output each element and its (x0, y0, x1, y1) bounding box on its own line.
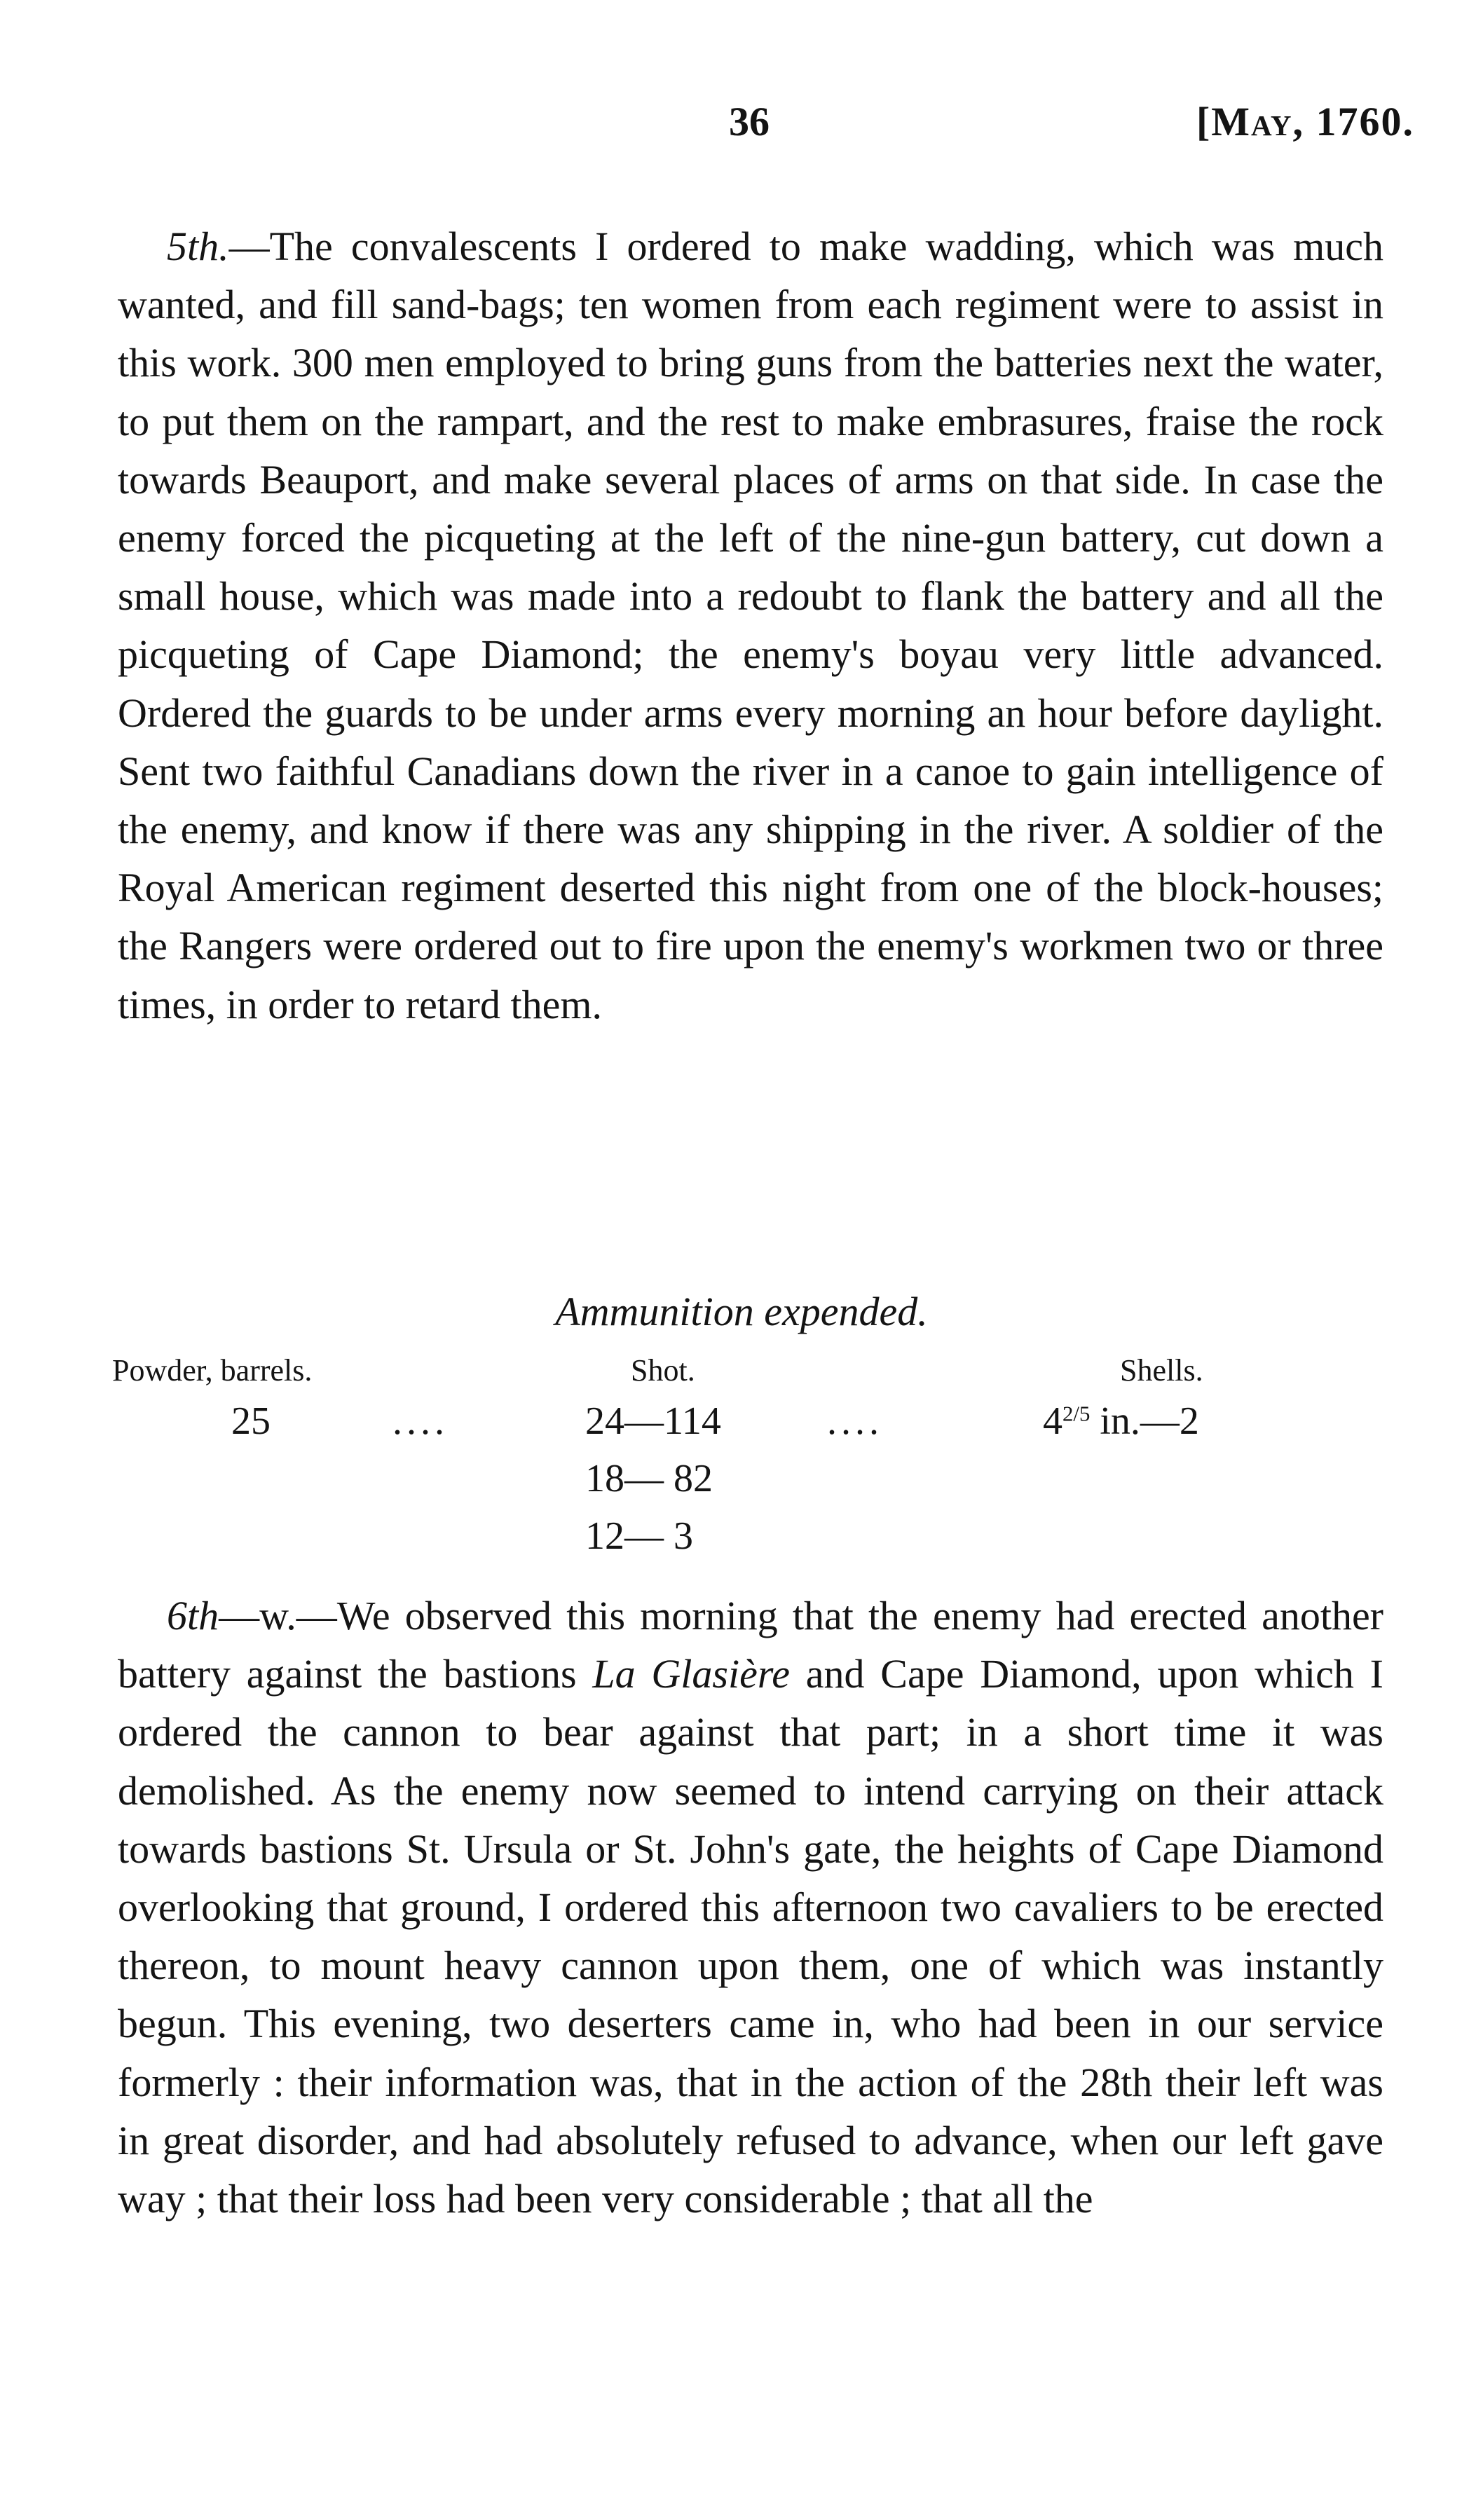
entry-6th (118, 1587, 1383, 2228)
shot-row: 12— 3 (585, 1514, 693, 1558)
entry-5th-text: —The convalescents I ordered to make wadding, which was much wanted, and fill sand-bags; ten women from each regiment were to assist in this work. 300 men employed to bring guns from the batteries next the water, to put them on the rampart, and the rest to make embrasures, fraise the rock towards Beauport, and make several places of arms on that side. In case the enemy forced the picqueting at the left of the nine-gun battery, cut down a small house, which was made into a redoubt to flank the battery and all the picqueting of Cape Diamond; the enemy's boyau very little advanced. Ordered the guards to be under arms every morning an hour before daylight. Sent two faithful Canadians down the river in a canoe to gain intelligence of the enemy, and know if there was any shipping in the river. A soldier of the Royal American regiment deserted this night from one of the block-houses; the Rangers were ordered out to fire upon the enemy's workmen two or three times, in order to retard them. (118, 224, 1383, 1027)
shells-header: Shells. (1120, 1353, 1203, 1388)
dot-leader: .... (827, 1399, 883, 1443)
shells-whole: 4 (1043, 1399, 1062, 1443)
shot-row: 24—114 (585, 1399, 721, 1443)
entry-6th-weekday: —w. (219, 1593, 296, 1638)
entry-6th-text-continued: and Cape Diamond, upon which I ordered the cannon to bear against that part; in a short time it was demolished. As the enemy now seemed to intend carrying on their attack towards bastions St. Ursula or St. John's gate, the heights of Cape Diamond overlooking that ground, I ordered this afternoon two cavaliers to be erected thereon, to mount heavy cannon upon them, one of which was instantly begun. This evening, two deserters came in, who had been in our service formerly : their information was, that in the action of the 28th their left was in great disorder, and had absolutely refused to advance, when our left gave way ; that their loss had been very considerable ; that all the (118, 1651, 1383, 2222)
powder-value: 25 (231, 1399, 271, 1443)
shells-fraction-denominator: 5 (1079, 1402, 1091, 1426)
powder-header: Powder, barrels. (112, 1353, 313, 1388)
shot-header: Shot. (631, 1353, 695, 1388)
entry-5th-date: 5th. (167, 224, 229, 269)
running-head: [May, 1760. (1196, 99, 1414, 144)
ammunition-table (0, 1288, 1483, 1582)
shells-fraction-numerator: 2 (1062, 1402, 1074, 1426)
shells-fraction: 2/5 (1062, 1402, 1091, 1426)
page-number: 36 (729, 99, 770, 144)
shells-rest: in.—2 (1090, 1399, 1199, 1443)
ammunition-title: Ammunition expended. (555, 1289, 928, 1334)
dot-leader: .... (392, 1399, 449, 1443)
entry-6th-date: 6th (167, 1593, 219, 1638)
shot-row: 18— 82 (585, 1457, 713, 1500)
page-header (0, 98, 1483, 161)
entry-6th-text: —We observed this morning that the enemy had erected another battery against the bastions (118, 1593, 1383, 1697)
bastion-name: La Glasière (592, 1651, 791, 1697)
shells-value (1043, 1399, 1199, 1444)
entry-5th (118, 217, 1383, 1034)
